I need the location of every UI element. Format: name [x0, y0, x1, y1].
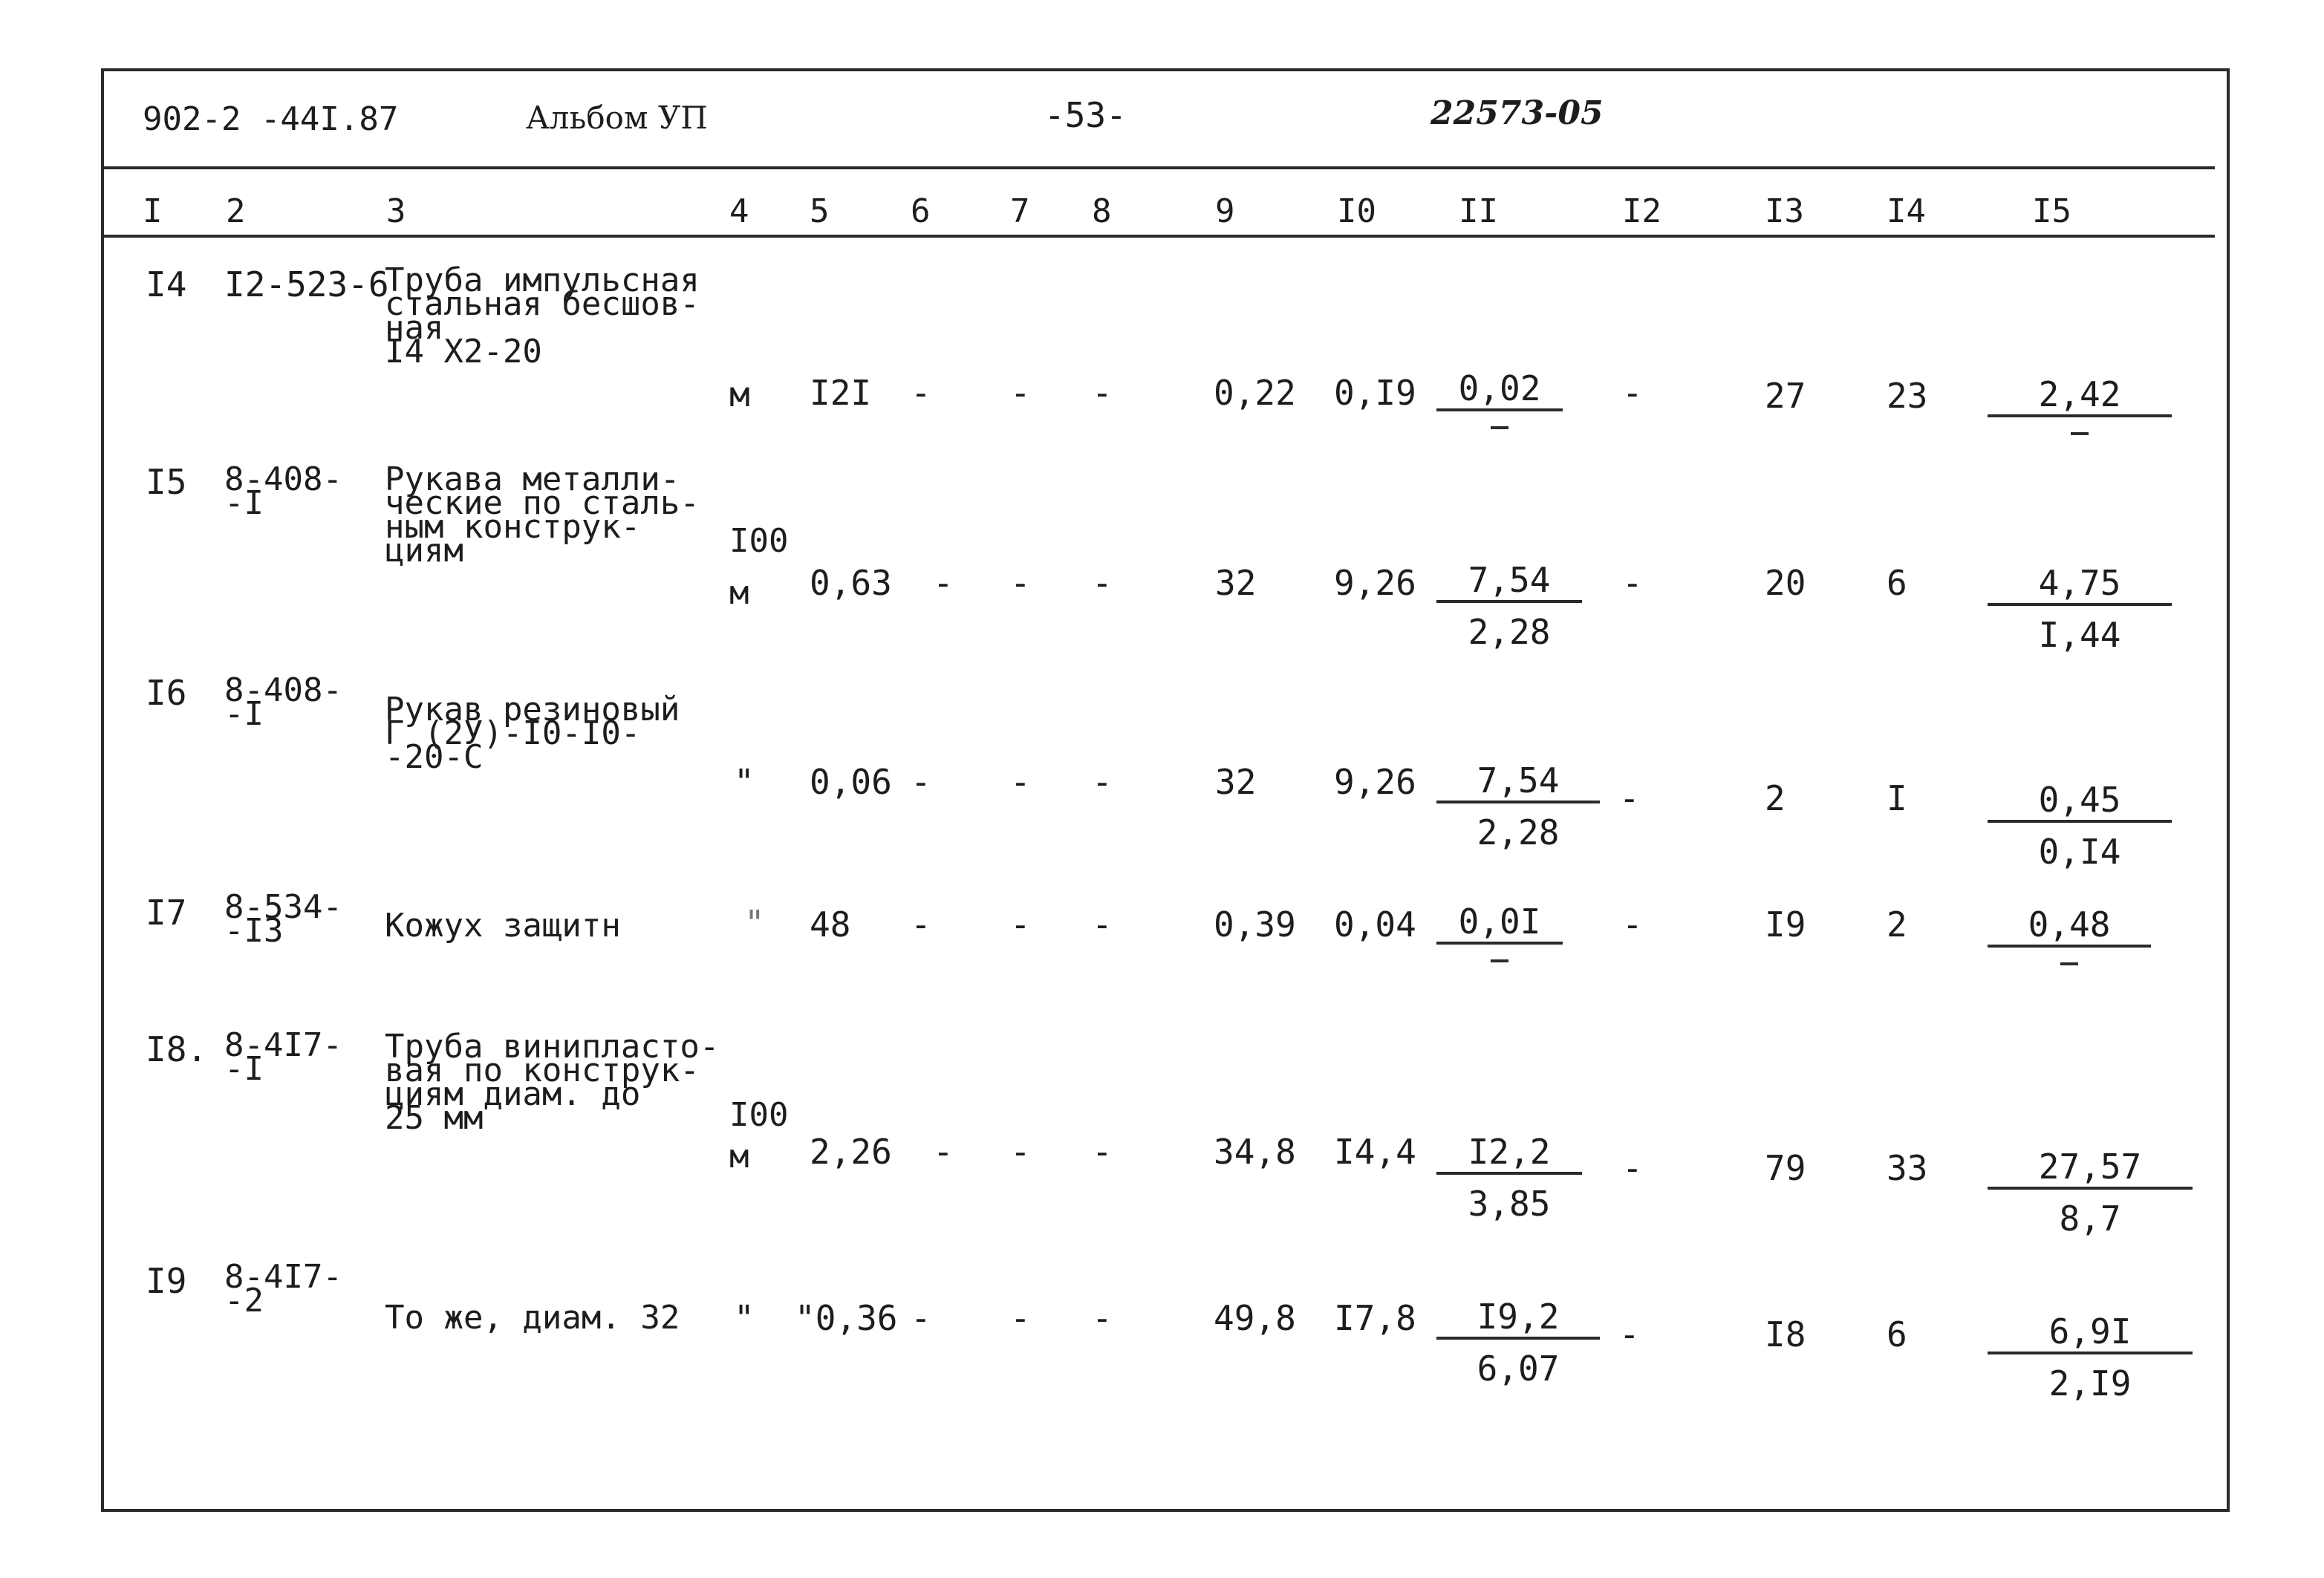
row-col15-fraction: [1988, 904, 2151, 965]
row-col15-fraction: [1988, 1311, 2193, 1403]
row-name: Рукава металли- ческие по сталь- ным конструк- циям: [385, 460, 700, 570]
row-col11-bottom-dash: [1491, 959, 1508, 962]
row-name: Труба винипласто- вая по конструк- циям диам. до 25 мм: [385, 1028, 720, 1137]
row-col11-top: 0,0I: [1458, 902, 1541, 942]
row-unit: I00 м: [729, 1096, 789, 1176]
row-col15-top: 0,45: [2038, 780, 2121, 820]
col-header-10: I0: [1337, 192, 1376, 230]
row-unit: I00 м: [729, 522, 789, 612]
row-col15-bottom-dash: [2060, 962, 2078, 965]
row-number: I4: [146, 264, 187, 304]
row-col7: -: [1010, 373, 1031, 413]
col-header-1: I: [143, 192, 163, 230]
row-col14: 6: [1887, 1314, 1907, 1354]
row-number: I7: [146, 893, 187, 933]
row-col15-fraction: [1988, 563, 2172, 655]
row-col15-top: 6,9I: [2048, 1311, 2132, 1352]
row-col10: 0,04: [1334, 904, 1416, 945]
row-col13: 79: [1765, 1148, 1806, 1188]
row-col12: -: [1622, 904, 1643, 945]
col-header-11: II: [1459, 192, 1498, 230]
col-header-5: 5: [810, 192, 830, 230]
row-col10: 0,I9: [1334, 373, 1416, 413]
row-code: 8-408- -I: [224, 460, 342, 522]
col-header-4: 4: [729, 192, 749, 230]
row-col8: -: [1092, 762, 1113, 802]
col-header-8: 8: [1092, 192, 1112, 230]
album-label: Альбом УП: [526, 100, 708, 136]
row-col11-bottom: 3,85: [1468, 1184, 1551, 1224]
row-col11-bottom: 2,28: [1468, 612, 1551, 652]
row-col12: -: [1622, 1148, 1643, 1188]
row-col11-bottom: 6,07: [1477, 1349, 1560, 1389]
row-col10: 9,26: [1334, 563, 1416, 603]
col-header-14: I4: [1887, 192, 1926, 230]
row-col9: 0,39: [1214, 904, 1296, 945]
row-col14: 6: [1887, 563, 1907, 603]
row-col11-fraction: [1436, 368, 1563, 429]
row-col7: -: [1010, 762, 1031, 802]
row-col8: -: [1092, 1132, 1113, 1172]
row-col15-top: 0,48: [2028, 904, 2111, 945]
row-col15-fraction: [1988, 780, 2172, 872]
row-col8: -: [1092, 1298, 1113, 1338]
row-number: I5: [146, 462, 187, 502]
col-header-3: 3: [386, 192, 406, 230]
row-col15-bottom: I,44: [2038, 615, 2121, 655]
row-col13: I9: [1765, 904, 1806, 945]
row-unit: ": [734, 1298, 755, 1338]
col-header-13: I3: [1765, 192, 1804, 230]
row-col6: -: [911, 762, 931, 802]
row-col7: -: [1010, 1298, 1031, 1338]
row-col6: -: [933, 563, 954, 603]
row-code: 8-534- -I3: [224, 888, 342, 950]
row-col5: 2,26: [810, 1132, 892, 1172]
row-col8: -: [1092, 904, 1113, 945]
row-col14: 33: [1887, 1148, 1928, 1188]
row-number: I9: [146, 1261, 187, 1301]
row-code: 8-4I7- -2: [224, 1258, 342, 1320]
row-col11-fraction: [1436, 904, 1563, 962]
row-col12: -: [1619, 1314, 1640, 1354]
row-col11-top: 7,54: [1468, 560, 1551, 600]
row-col10: I7,8: [1334, 1298, 1416, 1338]
row-col15-bottom-dash: [2071, 432, 2089, 435]
col-header-6: 6: [911, 192, 931, 230]
row-col14: 23: [1887, 376, 1928, 416]
row-col15-bottom: 8,7: [2059, 1199, 2121, 1239]
row-unit: м: [729, 374, 750, 414]
row-name: Труба импульсная стальная бесшов- ная I4 X2-20: [385, 261, 700, 371]
row-col8: -: [1092, 373, 1113, 413]
row-col13: 2: [1765, 778, 1786, 818]
row-col6: -: [933, 1132, 954, 1172]
row-col13: 27: [1765, 376, 1806, 416]
row-col9: 34,8: [1214, 1132, 1296, 1172]
row-col15-fraction: [1988, 374, 2172, 435]
row-number: I6: [146, 673, 187, 713]
row-col11-top: 7,54: [1477, 760, 1560, 801]
row-col11-fraction: [1436, 1297, 1600, 1389]
row-col9: 32: [1215, 563, 1257, 603]
row-col11-bottom-dash: [1491, 426, 1508, 429]
column-header-divider: [101, 235, 2215, 238]
document-code: 902-2 -44I.87: [143, 100, 399, 138]
row-col12: -: [1622, 373, 1643, 413]
row-col7: -: [1010, 1132, 1031, 1172]
row-col14: 2: [1887, 904, 1907, 945]
row-name: Кожух защитн: [385, 907, 621, 945]
row-col5: 0,63: [810, 563, 892, 603]
row-col7: -: [1010, 904, 1031, 945]
row-col15-top: 27,57: [2038, 1147, 2142, 1187]
row-name: Рукав резиновый Г (2У)-I0-I0- -20-С: [385, 691, 680, 776]
row-code: I2-523-6: [224, 264, 389, 304]
col-header-9: 9: [1215, 192, 1235, 230]
archive-stamp: 22573-05: [1430, 94, 1604, 132]
row-col11-top: 0,02: [1458, 368, 1541, 408]
row-col6: -: [911, 904, 931, 945]
row-col9: 0,22: [1214, 373, 1296, 413]
row-col11-top: I2,2: [1468, 1132, 1551, 1172]
row-col5: "0,36: [795, 1298, 898, 1338]
row-col10: I4,4: [1334, 1132, 1416, 1172]
header-divider: [101, 166, 2215, 169]
col-header-7: 7: [1010, 192, 1030, 230]
row-col15-bottom: 0,I4: [2038, 832, 2121, 872]
col-header-12: I2: [1622, 192, 1661, 230]
row-col9: 49,8: [1214, 1298, 1296, 1338]
row-col15-top: 2,42: [2038, 374, 2121, 414]
row-col5: 0,06: [810, 762, 892, 802]
row-unit: ": [734, 762, 755, 802]
row-code: 8-4I7- -I: [224, 1026, 342, 1088]
row-col12: -: [1619, 778, 1640, 818]
col-header-2: 2: [226, 192, 246, 230]
row-col15-fraction: [1988, 1147, 2193, 1239]
row-col6: -: [911, 1298, 931, 1338]
row-col15-top: 4,75: [2038, 563, 2121, 603]
row-name: То же, диам. 32: [385, 1299, 680, 1337]
row-col13: 20: [1765, 563, 1806, 603]
row-col6: -: [911, 373, 931, 413]
row-unit: ": [744, 903, 765, 943]
row-col11-fraction: [1436, 760, 1600, 852]
row-col11-fraction: [1436, 560, 1582, 652]
row-col5: 48: [810, 904, 851, 945]
row-number: I8.: [146, 1029, 208, 1069]
row-col13: I8: [1765, 1314, 1806, 1354]
page-number: -53-: [1044, 95, 1127, 135]
row-col12: -: [1622, 563, 1643, 603]
row-col5: I2I: [810, 373, 872, 413]
row-col11-top: I9,2: [1477, 1297, 1560, 1337]
row-col10: 9,26: [1334, 762, 1416, 802]
row-code: 8-408- -I: [224, 671, 342, 733]
row-col11-bottom: 2,28: [1477, 812, 1560, 852]
row-col11-fraction: [1436, 1132, 1582, 1224]
row-col14: I: [1887, 778, 1907, 818]
col-header-15: I5: [2032, 192, 2071, 230]
row-col8: -: [1092, 563, 1113, 603]
row-col15-bottom: 2,I9: [2048, 1363, 2132, 1403]
row-col9: 32: [1215, 762, 1257, 802]
row-col7: -: [1010, 563, 1031, 603]
